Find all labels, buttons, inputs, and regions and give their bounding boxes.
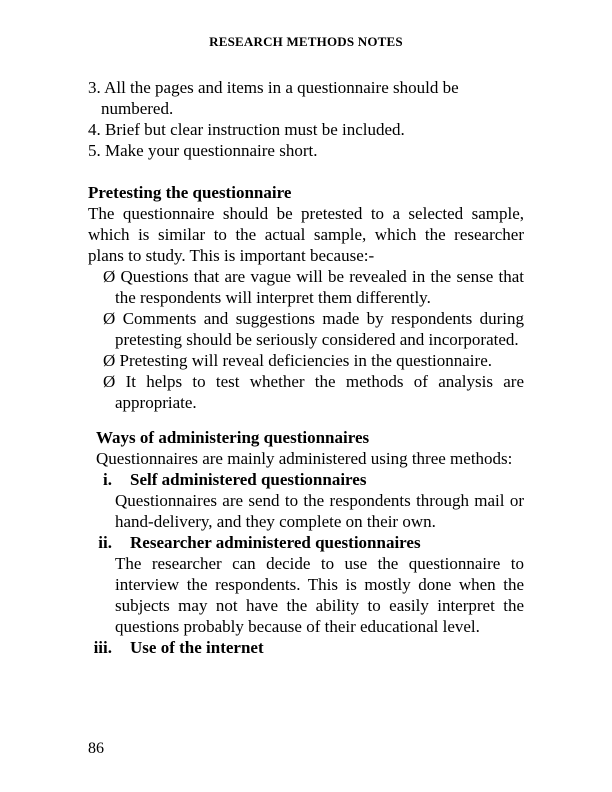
bullet-text: Comments and suggestions made by respondents during pretesting should be seriously considered and incorporated. [115,309,525,349]
arrow-bullet-icon: Ø [103,351,116,370]
bullet-item [88,350,524,371]
bullet-item [88,266,524,308]
arrow-bullet-icon: Ø [103,309,116,328]
list-item-heading [88,532,524,553]
item-text: Make your questionnaire short. [105,141,318,160]
section-heading-ways: Ways of administering questionnaires [96,428,370,447]
page-number: 86 [88,740,104,757]
item-text: All the pages and items in a questionnaire should be numbered. [101,78,459,118]
roman-numeral: iii. [93,638,112,657]
roman-numeral: i. [103,470,112,489]
numbered-item [88,77,524,119]
item-number: 4. [88,120,101,139]
arrow-bullet-icon: Ø [103,267,116,286]
arrow-bullet-icon: Ø [103,372,116,391]
list-item-heading [88,637,524,658]
item-number: 3. [88,78,101,97]
bullet-item [88,308,524,350]
roman-numeral: ii. [98,533,112,552]
numbered-item [88,140,524,161]
list-item-heading [88,469,524,490]
bullet-text: Pretesting will reveal deficiencies in the questionnaire. [119,351,492,370]
section-heading-pretesting: Pretesting the questionnaire [88,183,292,202]
item-text: Brief but clear instruction must be included. [105,120,405,139]
list-item-title: Use of the internet [130,638,264,657]
page-content [0,49,612,658]
bullet-text: It helps to test whether the methods of analysis are appropriate. [115,372,524,412]
bullet-text: Questions that are vague will be revealed in the sense that the respondents will interpret them differently. [115,267,525,307]
list-item-body: The researcher can decide to use the questionnaire to interview the respondents. This is mostly done when the subjects may not have the ability to easily interpret the questions probably because of their educational level. [115,554,524,636]
bullet-item [88,371,524,413]
section-intro: Questionnaires are mainly administered using three methods: [96,449,513,468]
section-intro: The questionnaire should be pretested to a selected sample, which is similar to the actual sample, which the researcher plans to study. This is important because:- [88,204,524,265]
list-item-title: Self administered questionnaires [130,470,367,489]
item-number: 5. [88,141,101,160]
numbered-item [88,119,524,140]
page-header: RESEARCH METHODS NOTES [209,34,403,49]
list-item-title: Researcher administered questionnaires [130,533,421,552]
list-item-body: Questionnaires are send to the respondents through mail or hand-delivery, and they complete on their own. [115,491,524,531]
